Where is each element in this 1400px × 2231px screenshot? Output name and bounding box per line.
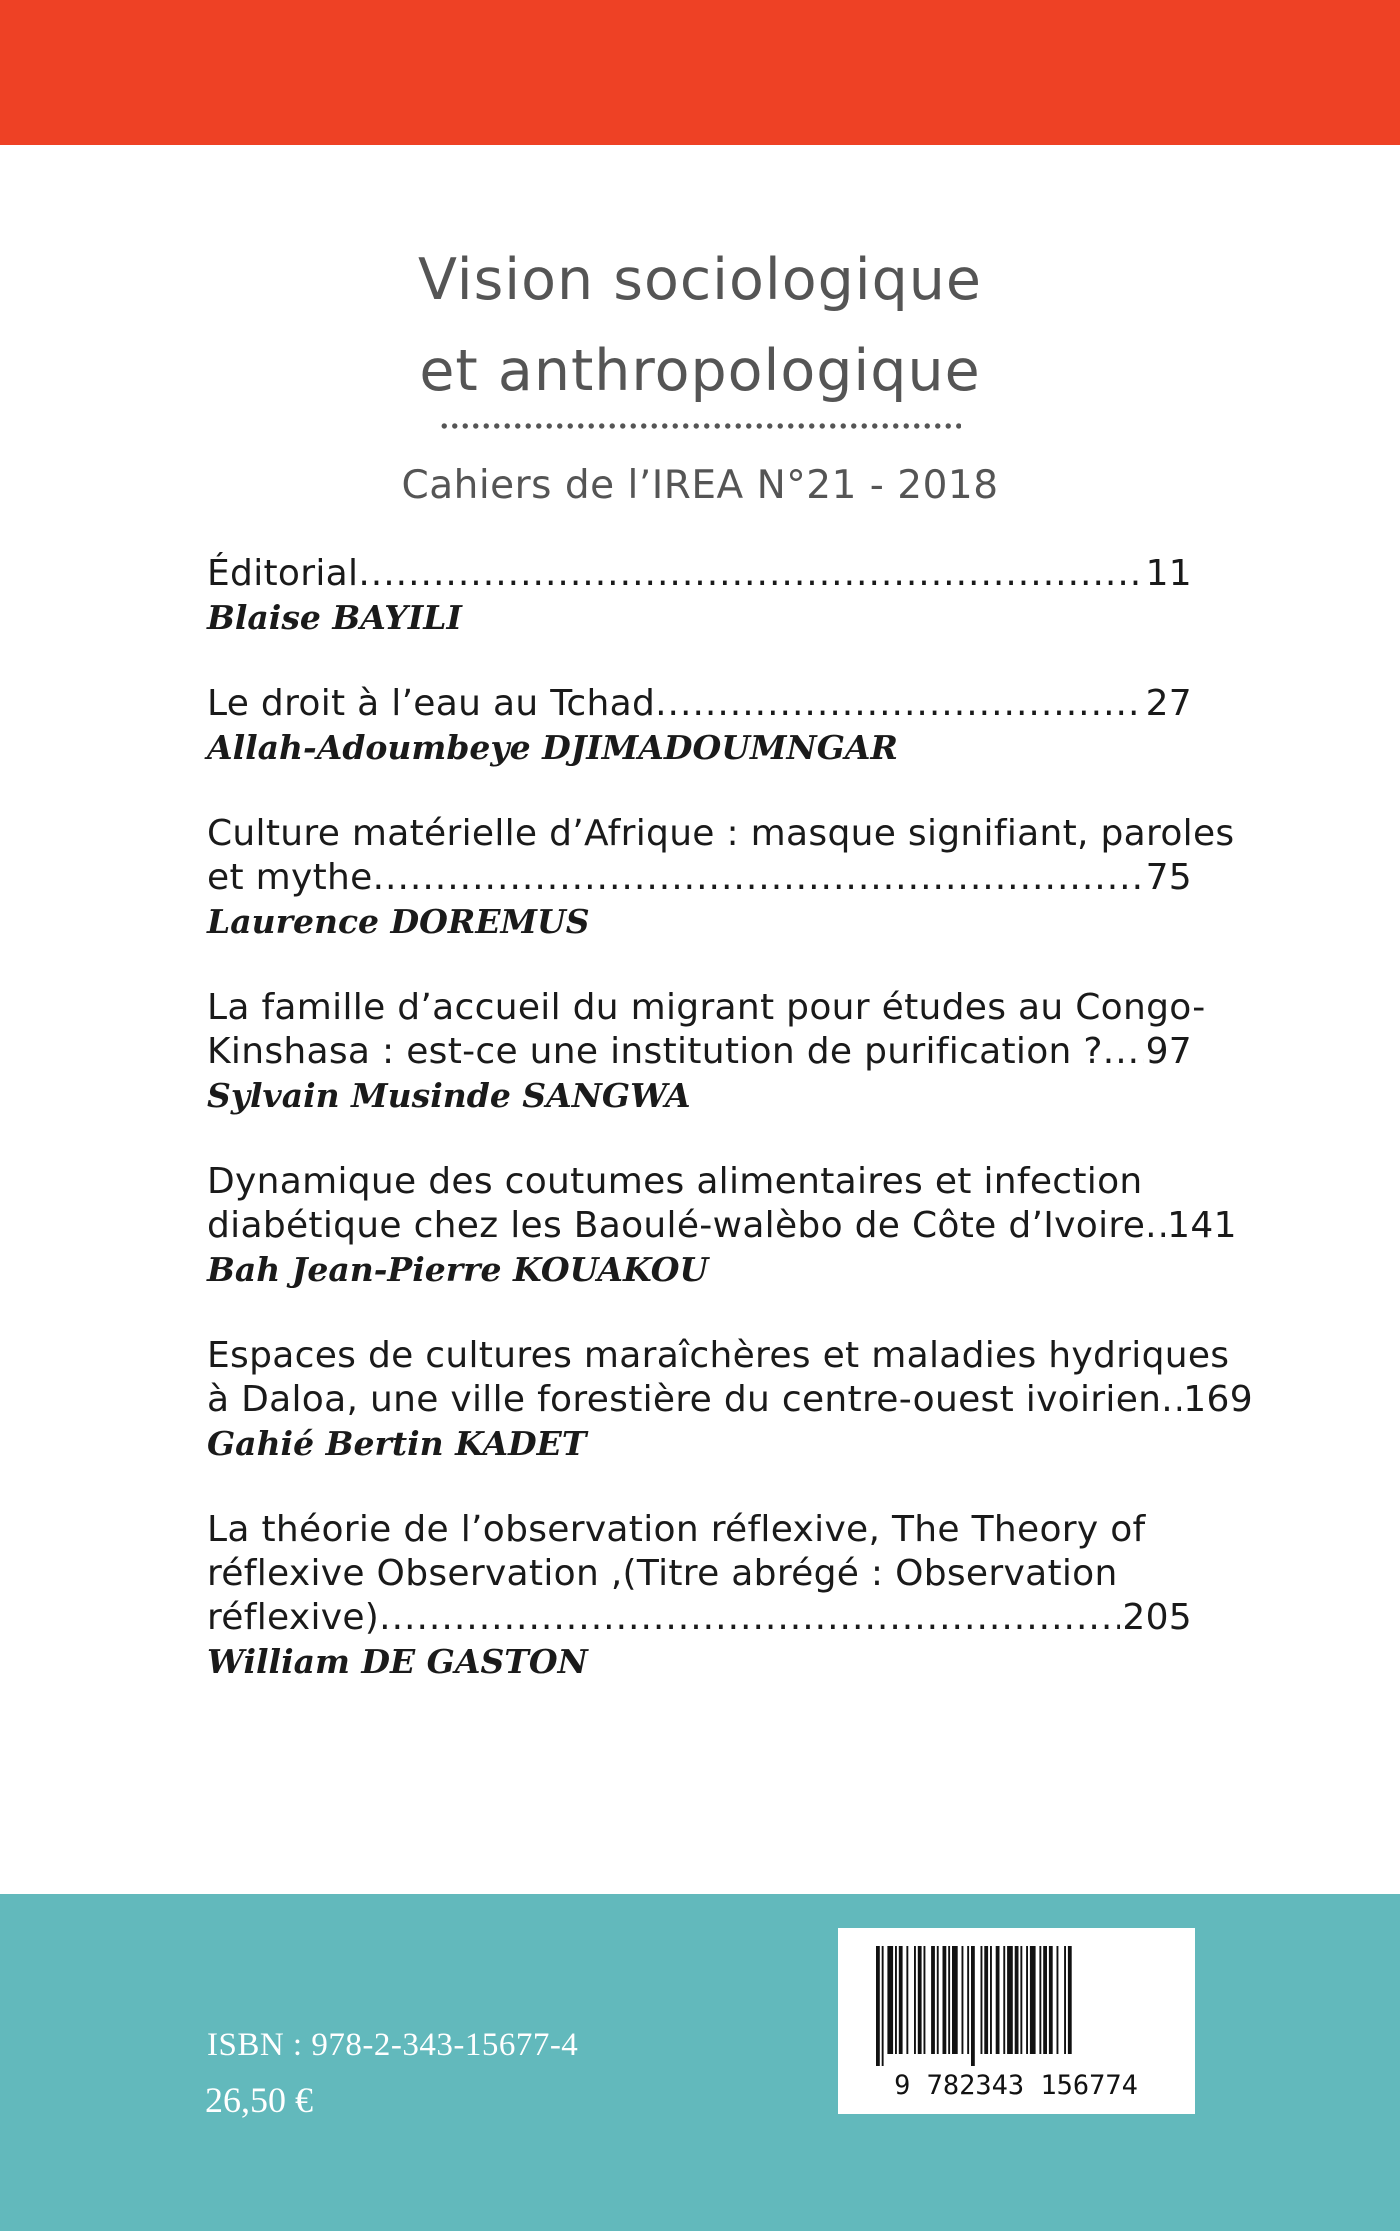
toc-entry-title: réflexive Observation ,(Titre abrégé : Observation bbox=[207, 1553, 1118, 1594]
toc-entry-title-line bbox=[207, 856, 1192, 900]
barcode-bar bbox=[1039, 1946, 1041, 2054]
barcode-bar bbox=[887, 1946, 893, 2054]
cover-header bbox=[0, 235, 1400, 508]
barcode-bar bbox=[914, 1946, 916, 2054]
toc-entry bbox=[207, 812, 1235, 944]
toc-entry-page: 205 bbox=[1122, 1597, 1192, 1638]
barcode-bar bbox=[1026, 1946, 1028, 2054]
dot-leader bbox=[358, 552, 1143, 596]
dot-leader bbox=[1161, 1378, 1181, 1422]
toc-entry bbox=[207, 552, 1192, 640]
dot-leader bbox=[379, 1596, 1120, 1640]
toc-entry-page: 169 bbox=[1183, 1379, 1253, 1420]
price-text: 26,50 € bbox=[205, 2080, 313, 2120]
toc-entry-title: La théorie de l’observation réflexive, The Theory of bbox=[207, 1509, 1146, 1550]
barcode-bar bbox=[1030, 1946, 1036, 2054]
toc-entry-title: et mythe bbox=[207, 857, 373, 898]
toc-entry-title-line bbox=[207, 682, 1192, 726]
barcode-bar bbox=[1049, 1946, 1053, 2054]
toc-entry-author: Laurence DOREMUS bbox=[207, 902, 590, 941]
toc-entry-title-line bbox=[207, 1334, 1230, 1378]
isbn-text: ISBN : 978-2-343-15677-4 bbox=[207, 2027, 579, 2063]
barcode-bar bbox=[967, 1946, 969, 2054]
toc-entry-title: Dynamique des coutumes alimentaires et infection bbox=[207, 1161, 1143, 1202]
dot-leader bbox=[373, 856, 1144, 900]
toc-entry-title: Culture matérielle d’Afrique : masque signifiant, paroles bbox=[207, 813, 1235, 854]
toc-entry-title: Le droit à l’eau au Tchad bbox=[207, 683, 656, 724]
barcode-bar bbox=[906, 1946, 908, 2054]
barcode-bar bbox=[876, 1946, 880, 2066]
toc-entry-title: réflexive) bbox=[207, 1597, 380, 1638]
dotted-divider bbox=[439, 421, 961, 431]
toc-entry-title-line bbox=[207, 1552, 1192, 1596]
barcode-bar bbox=[962, 1946, 964, 2054]
barcode-bar bbox=[1057, 1946, 1059, 2054]
table-of-contents bbox=[207, 552, 1253, 1726]
barcode-bar bbox=[971, 1946, 975, 2066]
toc-entry-author: William DE GASTON bbox=[207, 1642, 588, 1681]
toc-entry-title: Éditorial bbox=[207, 553, 359, 594]
toc-entry-page: 11 bbox=[1145, 553, 1192, 594]
barcode-bar bbox=[1068, 1946, 1072, 2054]
toc-entry-title: La famille d’accueil du migrant pour études au Congo- bbox=[207, 987, 1206, 1028]
toc-entry-title-line bbox=[207, 1204, 1237, 1248]
toc-entry-page: 27 bbox=[1145, 683, 1192, 724]
toc-entry-title-line bbox=[207, 552, 1192, 596]
toc-entry bbox=[207, 1160, 1237, 1292]
barcode-bar bbox=[1015, 1946, 1019, 2054]
toc-entry-title: à Daloa, une ville forestière du centre-ouest ivoirien bbox=[207, 1379, 1162, 1420]
toc-entry-title-line bbox=[207, 986, 1206, 1030]
barcode-bar bbox=[984, 1946, 988, 2054]
barcode-bar bbox=[931, 1946, 935, 2054]
barcode-bar bbox=[1007, 1946, 1013, 2054]
barcode-bar bbox=[918, 1946, 922, 2054]
barcode-bar bbox=[1064, 1946, 1066, 2054]
barcode-bar bbox=[895, 1946, 897, 2054]
barcode-bar bbox=[952, 1946, 958, 2054]
toc-entry-author: Allah-Adoumbeye DJIMADOUMNGAR bbox=[207, 728, 898, 767]
barcode-bar bbox=[937, 1946, 939, 2054]
toc-entry bbox=[207, 986, 1206, 1118]
toc-entry bbox=[207, 1334, 1253, 1466]
toc-entry-author: Sylvain Musinde SANGWA bbox=[207, 1076, 691, 1115]
barcode-graphic bbox=[838, 1928, 1195, 2114]
barcode-bar bbox=[882, 1946, 884, 2066]
toc-entry-author: Bah Jean-Pierre KOUAKOU bbox=[207, 1250, 709, 1289]
toc-entry-page: 97 bbox=[1145, 1031, 1192, 1072]
toc-entry-title: diabétique chez les Baoulé-walèbo de Côte d’Ivoire bbox=[207, 1205, 1146, 1246]
dot-leader bbox=[1145, 1204, 1165, 1248]
barcode-bar bbox=[990, 1946, 992, 2054]
barcode-bar bbox=[943, 1946, 947, 2054]
toc-entry-title-line bbox=[207, 1030, 1192, 1074]
barcode-bar bbox=[924, 1946, 926, 2054]
issue-label: Cahiers de l’IREA N°21 - 2018 bbox=[401, 463, 999, 508]
series-title-line-2: et anthropologique bbox=[419, 338, 981, 404]
toc-entry-title-line bbox=[207, 1596, 1192, 1640]
toc-entry-title-line bbox=[207, 1508, 1192, 1552]
toc-entry-title: Espaces de cultures maraîchères et maladies hydriques bbox=[207, 1335, 1230, 1376]
barcode-bar bbox=[981, 1946, 983, 2054]
toc-entry-title: Kinshasa : est-ce une institution de purification ? bbox=[207, 1031, 1103, 1072]
toc-entry-title-line bbox=[207, 812, 1235, 856]
toc-entry-title-line bbox=[207, 1378, 1253, 1422]
toc-entry-page: 75 bbox=[1145, 857, 1192, 898]
toc-entry-author: Gahié Bertin KADET bbox=[207, 1424, 587, 1463]
barcode-bar bbox=[996, 1946, 1000, 2054]
barcode-bar bbox=[948, 1946, 950, 2054]
barcode-digits: 9 782343 156774 bbox=[894, 2070, 1138, 2101]
barcode-bar bbox=[1043, 1946, 1047, 2054]
toc-entry-title-line bbox=[207, 1160, 1192, 1204]
toc-entry bbox=[207, 1508, 1192, 1684]
toc-entry-author: Blaise BAYILI bbox=[207, 598, 462, 637]
toc-entry-page: 141 bbox=[1167, 1205, 1237, 1246]
dot-leader bbox=[655, 682, 1143, 726]
toc-entry bbox=[207, 682, 1192, 770]
barcode-bar bbox=[1020, 1946, 1022, 2054]
barcode-bar bbox=[1003, 1946, 1005, 2054]
barcode-bar bbox=[899, 1946, 903, 2054]
dot-leader bbox=[1103, 1030, 1144, 1074]
barcode bbox=[838, 1928, 1195, 2114]
series-title-line-1: Vision sociologique bbox=[418, 247, 982, 313]
top-color-band bbox=[0, 0, 1400, 145]
